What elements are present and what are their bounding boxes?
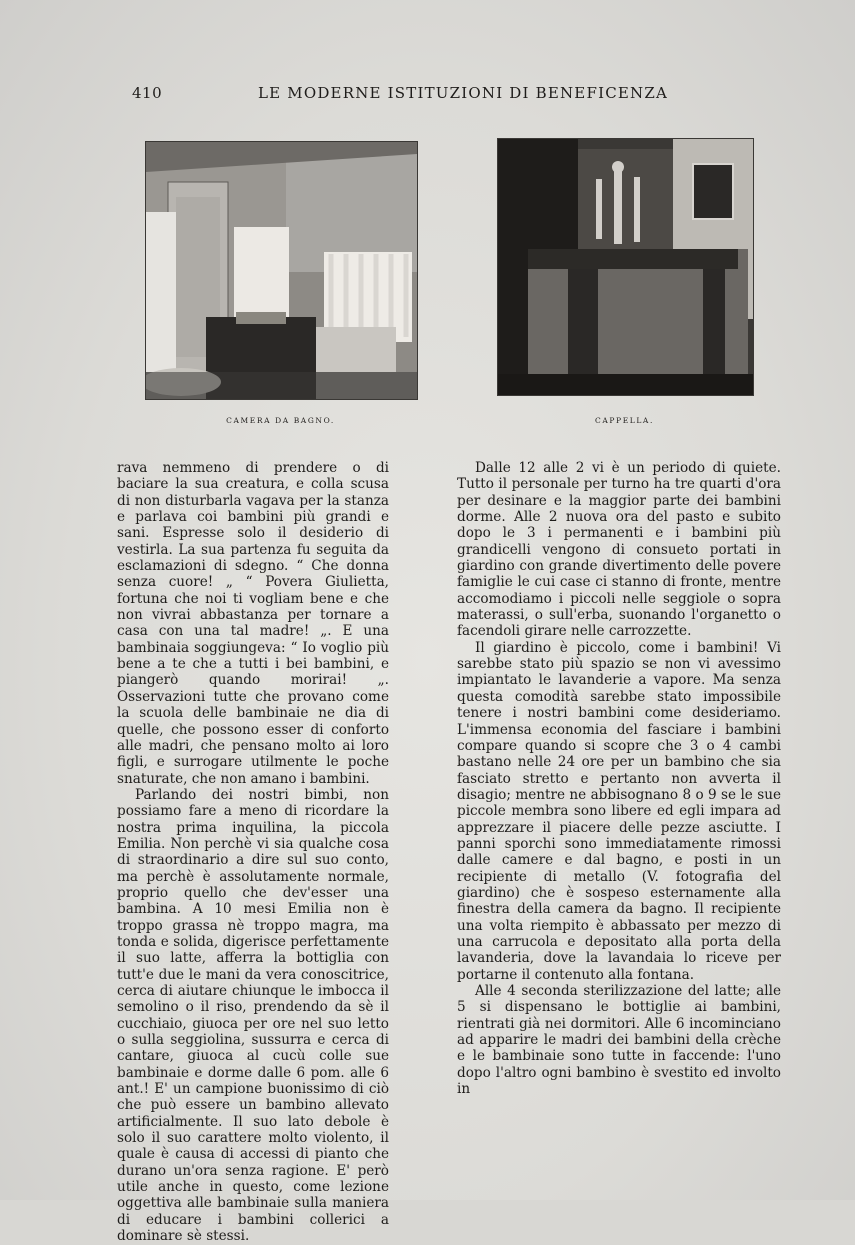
bathroom-photo — [145, 141, 418, 400]
figure-caption-bathroom: CAMERA DA BAGNO. — [226, 416, 335, 425]
paragraph: Parlando dei nostri bimbi, non possiamo fare a meno di ricordare la nostra prima inquilina, la piccola Emilia. Non perchè vi sia qualche cosa di straordinario a dire sul suo conto, ma perchè è assolutamente normale, proprio quello che dev'esser una bambina. A 10 mesi Emilia non è troppo grassa nè troppo magra, ma tonda e solida, digerisce perfettamente il suo latte, afferra la bottiglia con tutt'e due le mani da vera conoscitrice, cerca di aiutare chiunque le imbocca il semolino o il riso, prendendo da sè il cucchiaio, giuoca per ore nel suo letto o sulla seggiolina, sussurra e cerca di cantare, giuoca al cucù colle sue bambinaie e dorme dalle 6 pom. alle 6 ant.! E' un campione buonissimo di ciò che può essere un bambino allevato artificialmente. Il suo lato debole è solo il suo carattere molto violento, il quale è causa di accessi di pianto che durano un'ora senza ragione. E' però utile anche in questo, come lezione oggettiva alle bambinaie sulla maniera di educare i bambini collerici a dominare sè stessi. — [117, 786, 389, 1245]
text-column-right — [457, 460, 781, 1097]
paragraph: Alle 4 seconda sterilizzazione del latte; alle 5 si dispensano le bottiglie ai bambini, rientrati già nei dormitori. Alle 6 incominciano ad apparire le madri dei bambini della crèche e le bambinaie sono tutte in faccende: l'uno dopo l'altro ogni bambino è svestito ed involto in — [457, 983, 781, 1098]
chapel-photo — [497, 138, 754, 396]
page-number: 410 — [132, 84, 163, 102]
paragraph: Dalle 12 alle 2 vi è un periodo di quiete. Tutto il personale per turno ha tre quarti d'ora per desinare e la maggior parte dei bambini dorme. Alle 2 nuova ora del pasto e subito dopo le 3 i permanenti e i bambini più grandicelli vengono di consueto portati in giardino con grande divertimento delle povere famiglie le cui case ci stanno di fronte, mentre accomodiamo i piccoli nelle seggiole o sopra materassi, o sull'erba, suonando l'organetto o facendoli girare nelle carrozzette. — [457, 460, 781, 640]
paragraph: rava nemmeno di prendere o di baciare la sua creatura, e colla scusa di non disturbarla vagava per la stanza e parlava coi bambini più grandi e sani. Espresse solo il desiderio di vestirla. La sua partenza fu seguita da esclamazioni di sdegno. “ Che donna senza cuore! „ “ Povera Giulietta, fortuna che noi ti vogliam bene e che non vivrai abbastanza per tornare a casa con una tal madre! „. E una bambinaia soggiungeva: “ Io voglio più bene a te che a tutti i bei bambini, e piangerò quando morirai! „. Osservazioni tutte che provano come la scuola delle bambinaie ne dia di quelle, che possono esser di conforto alle madri, che pensano molto ai loro figli, e surrogare utilmente le poche snaturate, che non amano i bambini. — [117, 460, 389, 787]
paragraph: Il giardino è piccolo, come i bambini! Vi sarebbe stato più spazio se non vi avessimo impiantato le lavanderie a vapore. Ma senza questa comodità sarebbe stato impossibile tenere i nostri bambini come desideriamo. L'immensa economia del fasciare i bambini compare quando si scopre che 3 o 4 cambi bastano nelle 24 ore per un bambino che sia fasciato stretto e pertanto non avverta il disagio; mentre ne abbisognano 8 o 9 se le sue piccole membra sono libere ed egli impara ad apprezzare il piacere delle pezze asciutte. I panni sporchi sono immediatamente rimossi dalle camere e dal bagno, e posti in un recipiente di metallo (V. fotografia del giardino) che è sospeso esternamente alla finestra della camera da bagno. Il recipiente una volta riempito è abbassato per mezzo di una carrucola e depositato alla porta della lavanderia, dove la lavandaia lo riceve per portarne il contenuto alla fontana. — [457, 639, 781, 983]
running-title: LE MODERNE ISTITUZIONI DI BENEFICENZA — [258, 84, 668, 102]
figure-caption-chapel: CAPPELLA. — [595, 416, 654, 425]
text-column-left — [117, 460, 389, 1245]
